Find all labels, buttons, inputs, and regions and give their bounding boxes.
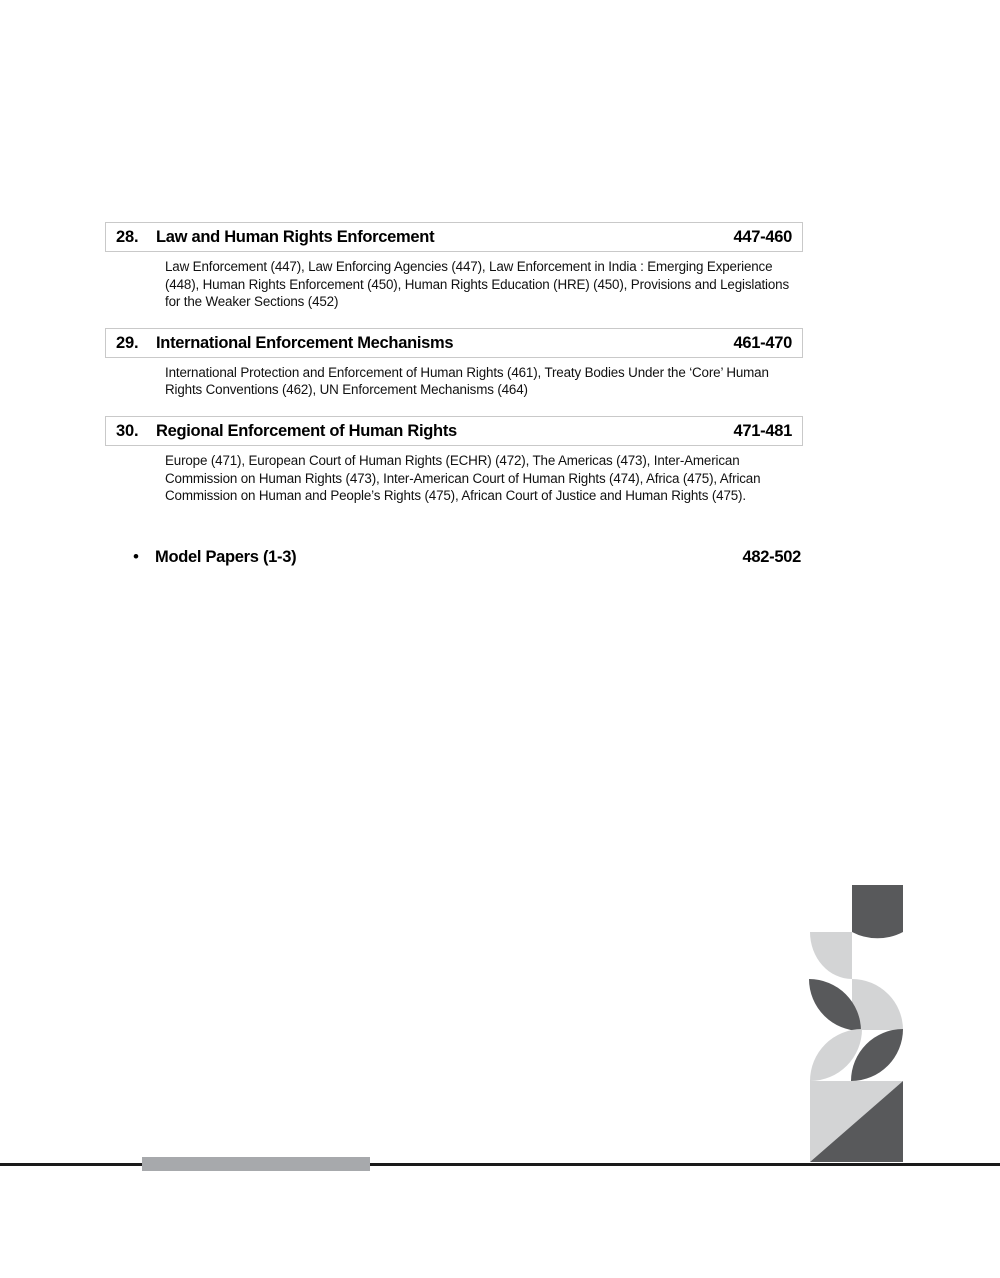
chapter-topics: Law Enforcement (447), Law Enforcing Agencies (447), Law Enforcement in India : Emerging Experience (448), Human Rights Enforcement (450), Human Rights Education (HRE) (450), Provisions and Legislations for the Weaker Sections (452) — [165, 259, 790, 310]
chapter-number: 28. — [116, 227, 139, 246]
chapter-number: 30. — [116, 421, 139, 440]
chapter-title[interactable]: Regional Enforcement of Human Rights — [156, 421, 457, 440]
chapter-page-range: 461-470 — [733, 333, 792, 352]
bullet-icon: • — [133, 547, 139, 567]
chapter-page-range: 471-481 — [733, 421, 792, 440]
model-papers-page-range: 482-502 — [742, 547, 801, 566]
chapter-header-row[interactable] — [105, 328, 803, 358]
toc-entry — [105, 222, 803, 311]
chapter-page-range: 447-460 — [733, 227, 792, 246]
chapter-number: 29. — [116, 333, 139, 352]
toc-entry-model-papers[interactable] — [105, 546, 803, 568]
publisher-logo-mark — [806, 883, 906, 1165]
logo-graphic — [806, 883, 906, 1165]
toc-entry — [105, 328, 803, 399]
chapter-title[interactable]: Law and Human Rights Enforcement — [156, 227, 435, 246]
chapter-header-row[interactable] — [105, 416, 803, 446]
chapter-topics: International Protection and Enforcement of Human Rights (461), Treaty Bodies Under the ‘Core’ Human Rights Conventions (462), UN Enforcement Mechanisms (464) — [165, 364, 769, 398]
toc-entry — [105, 416, 803, 505]
chapter-header-row[interactable] — [105, 222, 803, 252]
footer-tab-bar — [142, 1157, 370, 1171]
logo-shape-quarter-light — [810, 932, 852, 979]
chapter-title[interactable]: International Enforcement Mechanisms — [156, 333, 454, 352]
chapter-topics: Europe (471), European Court of Human Rights (ECHR) (472), The Americas (473), Inter-American Commission on Human Rights (473), Inter-American Court of Human Rights (474), Africa (475), African Commission on Human and People’s Rights (475), African Court of Justice and Human Rights (475). — [165, 452, 761, 504]
logo-shape-quarter-dark — [852, 885, 903, 938]
model-papers-title[interactable]: Model Papers (1-3) — [155, 547, 297, 566]
table-of-contents — [105, 222, 803, 568]
